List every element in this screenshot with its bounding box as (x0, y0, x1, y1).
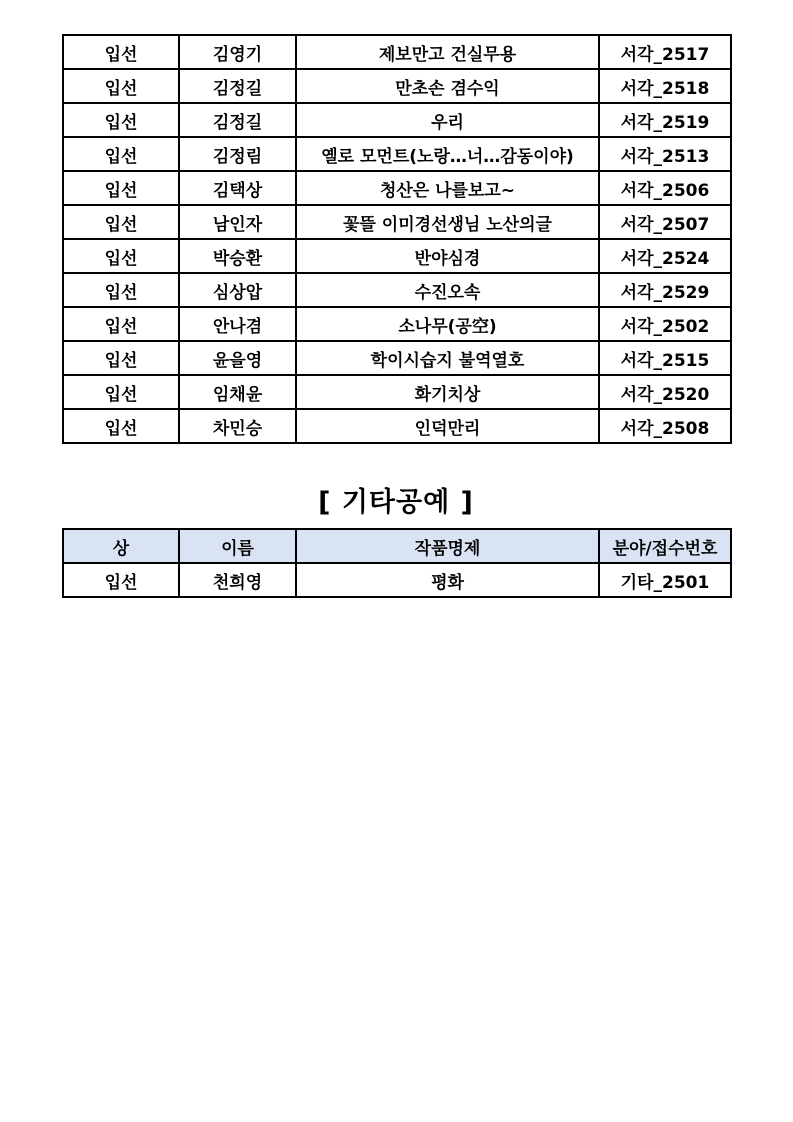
cell-work-title: 인덕만리 (296, 409, 599, 443)
cell-work-title: 청산은 나를보고~ (296, 171, 599, 205)
cell-award: 입선 (63, 171, 179, 205)
awards-table-body (63, 563, 731, 597)
table-row (63, 341, 731, 375)
cell-name: 남인자 (179, 205, 296, 239)
table-row (63, 137, 731, 171)
cell-work-title: 화기치상 (296, 375, 599, 409)
table-row (63, 409, 731, 443)
cell-field-number: 서각_2502 (599, 307, 731, 341)
cell-field-number: 서각_2507 (599, 205, 731, 239)
cell-award: 입선 (63, 341, 179, 375)
cell-name: 김택상 (179, 171, 296, 205)
cell-award: 입선 (63, 375, 179, 409)
cell-field-number: 서각_2520 (599, 375, 731, 409)
cell-name: 박승환 (179, 239, 296, 273)
cell-field-number: 서각_2513 (599, 137, 731, 171)
awards-table-calligraphy-carving (62, 34, 732, 444)
header-name: 이름 (179, 529, 296, 563)
cell-work-title: 옐로 모먼트(노랑…너…감동이야) (296, 137, 599, 171)
cell-name: 김영기 (179, 35, 296, 69)
cell-work-title: 만초손 겸수익 (296, 69, 599, 103)
cell-name: 김정길 (179, 69, 296, 103)
cell-work-title: 우리 (296, 103, 599, 137)
header-award: 상 (63, 529, 179, 563)
cell-work-title: 꽃뜰 이미경선생님 노산의글 (296, 205, 599, 239)
cell-name: 김정길 (179, 103, 296, 137)
section-title-other-crafts: [ 기타공예 ] (318, 487, 474, 518)
table-row (63, 563, 731, 597)
table-row (63, 273, 731, 307)
cell-field-number: 서각_2506 (599, 171, 731, 205)
cell-field-number: 서각_2517 (599, 35, 731, 69)
cell-name: 차민승 (179, 409, 296, 443)
header-field-number: 분야/접수번호 (599, 529, 731, 563)
cell-work-title: 평화 (296, 563, 599, 597)
cell-field-number: 서각_2515 (599, 341, 731, 375)
cell-award: 입선 (63, 137, 179, 171)
cell-field-number: 서각_2529 (599, 273, 731, 307)
cell-field-number: 서각_2524 (599, 239, 731, 273)
cell-name: 김정림 (179, 137, 296, 171)
table-row (63, 205, 731, 239)
awards-table-body (63, 35, 731, 443)
cell-award: 입선 (63, 409, 179, 443)
cell-field-number: 서각_2518 (599, 69, 731, 103)
table-row (63, 103, 731, 137)
cell-work-title: 반야심경 (296, 239, 599, 273)
table-row (63, 171, 731, 205)
cell-work-title: 제보만고 건실무용 (296, 35, 599, 69)
table-row (63, 69, 731, 103)
cell-name: 심상압 (179, 273, 296, 307)
table-row (63, 375, 731, 409)
cell-field-number: 기타_2501 (599, 563, 731, 597)
table-row (63, 307, 731, 341)
cell-name: 천희영 (179, 563, 296, 597)
cell-work-title: 학이시습지 불역열호 (296, 341, 599, 375)
cell-field-number: 서각_2508 (599, 409, 731, 443)
cell-name: 윤을영 (179, 341, 296, 375)
cell-award: 입선 (63, 563, 179, 597)
cell-award: 입선 (63, 205, 179, 239)
table-row (63, 35, 731, 69)
cell-award: 입선 (63, 69, 179, 103)
table-row (63, 239, 731, 273)
table-header-row (63, 529, 731, 563)
awards-table-other-crafts (62, 528, 732, 598)
cell-work-title: 소나무(공空) (296, 307, 599, 341)
cell-award: 입선 (63, 239, 179, 273)
cell-work-title: 수진오속 (296, 273, 599, 307)
cell-award: 입선 (63, 103, 179, 137)
cell-field-number: 서각_2519 (599, 103, 731, 137)
cell-award: 입선 (63, 273, 179, 307)
cell-award: 입선 (63, 35, 179, 69)
header-work-title: 작품명제 (296, 529, 599, 563)
cell-name: 안나겸 (179, 307, 296, 341)
cell-name: 임채윤 (179, 375, 296, 409)
cell-award: 입선 (63, 307, 179, 341)
